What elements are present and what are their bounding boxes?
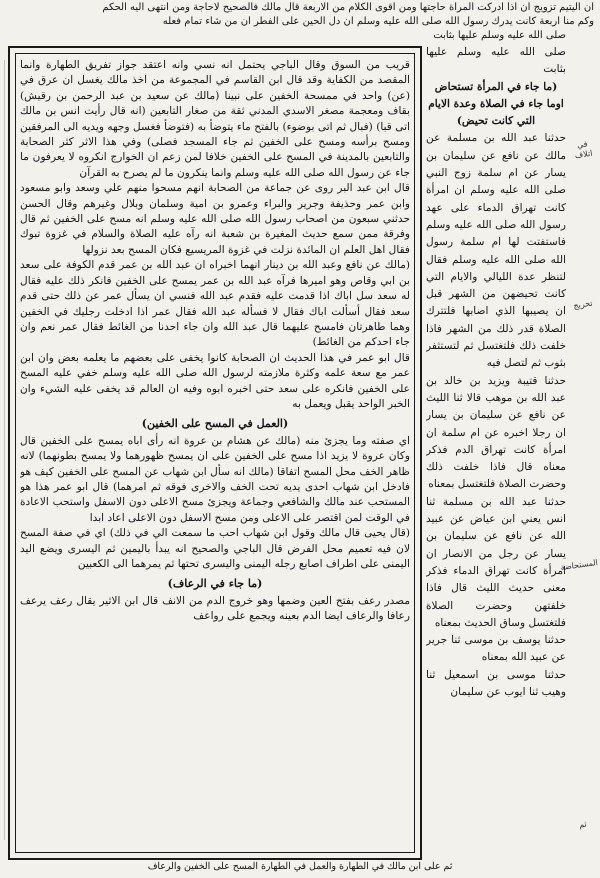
main-paragraph: (مالك عن نافع وعبد الله بن دينار انهما اخبراه ان عبد الله بن عمر قدم الكوفة على سعد بن ابي وقاص وهو اميرها فرآه عبد الله بن عمر يمسح على الخفين فانكر ذلك عليه فقال له سعد سل اباك اذا قدمت عليه فقدم عبد الله فنسي ان يسأل عمر عن ذلك حتى قدم سعد فقال أسألت اباك فقال لا فسأله عبد الله فقال عمر اذا ادخلت رجليك في الخفين وهما طاهرتان فامسح عليهما قال عبد الله وان جاء احدنا من الغائط فقال عمر نعم وان جاء احدكم من الغائط)	[20, 259, 410, 349]
margin-note: في اتلاف	[574, 139, 593, 161]
side-hadith-column	[426, 44, 566, 864]
main-paragraph: مصدر رعف بفتح العين وضمها وهو خروج الدم من الانف قال ابن الاثير يقال رعف يرعف رعافا والرعاف ايضا الدم بعينه ويجمع على رواعف	[20, 594, 410, 623]
main-paragraph: قال ابو عمر في هذا الحديث ان الصحابة كانوا يخفى على بعضهم ما يعلمه بعض وان ابن عمر مع سعة علمه وكثرة ملازمته لرسول الله صلى الله عليه وسلم خفي عليه المسح على الخفين فانكره على سعد حتى اخبره ابوه وفيه ان العالم قد يخفى عليه الشيء وان الخبر الواحد يقبل ويعمل به	[20, 351, 410, 410]
side-paragraph: حدثنا قتيبة ويزيد بن خالد بن عبد الله بن موهب قالا ثنا الليث عن نافع عن سليمان بن يسار ان رجلا اخبره عن ام سلمة ان امرأة كانت تهراق الدم فذكر معناه قال فاذا خلفت ذلك وحضرت الصلاة فلتغتسل بمعناه	[426, 374, 566, 491]
margin-note: المستحاضة	[559, 557, 599, 573]
main-paragraph: (قال يحيى قال مالك وقول ابن شهاب احب ما سمعت الي في ذلك) اي في صفة المسح لان فيه تعميم محل الفرض قال الباجي والصحيح انه يبدأ باليمين ثم اليسرى ويضع اليد اليمنى على اطراف اصابع رجله اليمنى واليسرى تحتها ثم يمرهما الى الكعبين	[20, 527, 410, 570]
side-paragraph: حدثنا موسى بن اسمعيل ثنا وهيب ثنا ايوب عن سليمان	[426, 668, 566, 698]
section-heading: (العمل في المسح على الخفين)	[141, 417, 289, 431]
main-paragraph: قال ابن عبد البر روى عن جماعة من الصحابة انهم مسحوا منهم علي وسعد وابو مسعود وابن عمر وحذيفة وجرير والبراء وعمرو بن امية وسلمان وبلال وغيرهم وقال الحسن حدثني سبعون من اصحاب رسول الله صلى الله عليه وسلم انه مسح على الخفين ثم قال وفرقة ممن سمع حديث المغيرة بن شعبة انه رآه عليه الصلاة والسلام في غزوة تبوك فقال اهل العلم ان المائدة نزلت في غزوة المريسيع فكان المسح بعد نزولها	[20, 182, 410, 256]
section-heading: (ما جاء في الرعاف)	[167, 577, 263, 591]
main-text-frame	[8, 46, 422, 860]
side-heading: (ما جاء في المرأة تستحاض اوما جاء في الصلاة وعدة الايام التي كانت تحيض)	[428, 80, 564, 128]
main-paragraph: قريب من السوق وقال الباجي يحتمل انه نسي وانه اعتقد جواز تفريق الطهارة وانما المقصد من الكفاية وقد قال ابن القاسم في المجموعة من اخذ مالك يغسل ان عرق في (عن) واحد في ممسحة الخفين على نبينا (مالك عن سعيد بن عبد الرحمن بن رقيش) بقاف ومعجمة مصغر الاسدي المدني ثقة من صغار التابعين (انه قال رأيت انس بن مالك اتى قبا) (فبال ثم اتى بوضوء) بالفتح ماء يتوضأ به (فتوضأ فغسل وجهه ويديه الى المرفقين ومسح برأسه ومسح على الخفين ثم جاء المسجد فصلى) وفي هذا الاثر كثر الصحابة والتابعين بالمدينة في المسح على الخفين خلافا لمن زعم ان الخوارج انكروه لا يعرفون ما جاء عن رسول الله صلى الله عليه وسلم وانما ينكرون ما لم يصرح به القرآن	[20, 59, 410, 179]
header-line-2: وكم منا اربعة كانت يدرك رسول الله صلى الله عليه وسلم ان دل الحين على الفطر ان من شاء تمام فعله	[162, 16, 594, 27]
footer-line: ثم على ابن مالك في الطهارة والعمل في الطهارة المسح على الخفين والرعاف	[147, 861, 453, 872]
header-line-3: صلى الله عليه وسلم عليها بثابت	[433, 30, 566, 41]
margin-note: ثم	[578, 819, 588, 830]
side-paragraph: حدثنا عبد الله بن مسلمة ثنا انس يعني ابن عياض عن عبيد الله عن نافع عن سليمان بن يسار عن رجل من الانصار ان امرأة كانت تهراق الدماء فذكر معنى حديث الليث قال فاذا خلفتهن وحضرت الصلاة فلتغتسل وساق الحديث بمعناه	[426, 495, 566, 629]
main-commentary-text	[20, 58, 410, 848]
side-paragraph: حدثنا يوسف بن موسى ثنا جرير عن عبيد الله بمعناه	[426, 634, 566, 664]
margin-note: تحريج	[572, 298, 594, 311]
header-line-1: ان اليتيم تزويج ان اذا ادركت المرأة حاجتها ومن اقوى الكلام من الاربعة قال مالك فالصحيح لاحاجة ومن انتهى اليه الحكم	[102, 2, 594, 13]
left-edge-shadow	[0, 60, 8, 840]
side-paragraph: صلى الله عليه وسلم عليها بثابت	[426, 46, 566, 76]
side-paragraph: حدثنا عبد الله بن مسلمة عن مالك عن نافع عن سليمان بن يسار عن ام سلمة زوج النبي صلى الله عليه وسلم ان امرأة كانت تهراق الدماء على عهد رسول الله صلى الله عليه وسلم فاستفتت لها ام سلمة رسول الله صلى الله عليه وسلم فقال لتنظر عدة الليالي والايام التي كانت تحيضهن من الشهر قبل ان يصيبها الذي اصابها فلتترك الصلاة قدر ذلك من الشهر فاذا خلفت ذلك فلتغتسل ثم لتستثفر بثوب ثم لتصل فيه	[426, 132, 566, 370]
main-paragraph: اي صفته وما يجزئ منه (مالك عن هشام بن عروة انه رأى اباه يمسح على الخفين قال وكان عروة لا يزيد اذا مسح على الخفين على ان يمسح ظهورهما ولا يمسح بطونهما) لانه ظاهر الخف محل المسح اتفاقا (مالك انه سأل ابن شهاب عن المسح على الخفين كيف هو فادخل ابن شهاب احدى يديه تحت الخف والاخرى فوقه ثم امرهما) قال ابو عمر هذا هو المستحب عند مالك والشافعي وجماعة ويجزئ مسح الاعلى دون الاسفل واستحب الاعادة في الوقت لمن اقتصر على الاعلى ومن مسح الاسفل دون الاعلى اعاد ابدا	[20, 434, 410, 524]
